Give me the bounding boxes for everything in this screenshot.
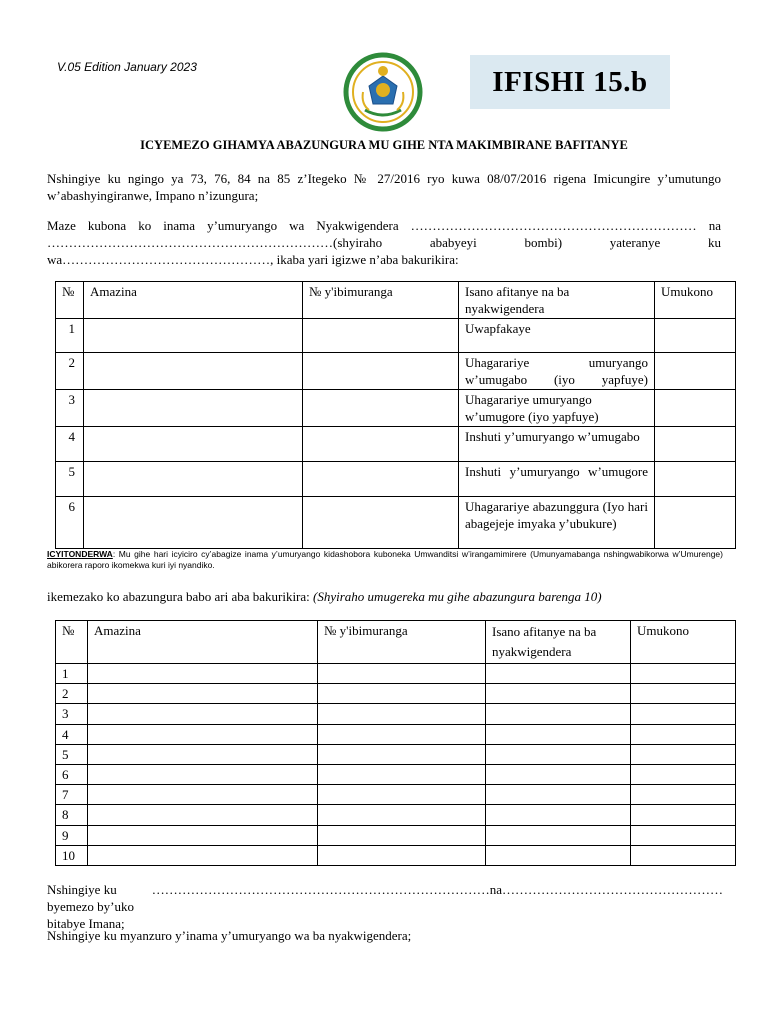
table-row xyxy=(56,353,736,390)
col-id-number: № y'ibimuranga xyxy=(318,621,486,664)
name-cell[interactable] xyxy=(88,704,318,724)
row-number: 1 xyxy=(56,664,88,684)
relation-cell: Uwapfakaye xyxy=(459,319,655,353)
row-number: 1 xyxy=(56,319,84,353)
signature-cell[interactable] xyxy=(631,664,736,684)
table-row xyxy=(56,427,736,462)
family-council-line-3: wa…………………………………………, ikaba yari igizwe n’aba bakurikira: xyxy=(47,252,459,267)
name-cell[interactable] xyxy=(88,724,318,744)
id-cell[interactable] xyxy=(303,319,459,353)
signature-cell[interactable] xyxy=(655,497,736,549)
form-id: IFISHI 15.b xyxy=(492,65,648,98)
relation-cell[interactable] xyxy=(486,825,631,845)
relation-cell: Uhagarariye umuryango w’umugore (iyo yapfuye) xyxy=(459,390,655,427)
row-number: 3 xyxy=(56,704,88,724)
national-seal-icon xyxy=(343,52,423,132)
death-confirmation-line-2: bitabye Imana; xyxy=(47,916,125,931)
document-title: ICYEMEZO GIHAMYA ABAZUNGURA MU GIHE NTA MAKIMBIRANE BAFITANYE xyxy=(140,138,628,152)
table-row xyxy=(56,764,736,784)
table-row xyxy=(56,704,736,724)
col-signature: Umukono xyxy=(655,282,736,319)
death-confirmation-b: …………………………………………………………………… xyxy=(151,882,490,897)
council-members-table xyxy=(55,281,736,549)
form-id-box xyxy=(470,55,670,109)
heirs-text: ikemezako ko abazungura babo ari aba bakurikira: xyxy=(47,589,314,604)
death-confirmation-paragraph xyxy=(47,881,723,932)
relation-cell[interactable] xyxy=(486,805,631,825)
name-cell[interactable] xyxy=(88,744,318,764)
name-cell[interactable] xyxy=(88,664,318,684)
table-header-row xyxy=(56,282,736,319)
name-cell[interactable] xyxy=(88,764,318,784)
table-row xyxy=(56,724,736,744)
relation-cell[interactable] xyxy=(486,845,631,865)
table-row xyxy=(56,319,736,353)
table-row xyxy=(56,497,736,549)
heirs-table xyxy=(55,620,736,866)
col-names: Amazina xyxy=(84,282,303,319)
relation-cell[interactable] xyxy=(486,744,631,764)
id-cell[interactable] xyxy=(318,684,486,704)
legal-basis-paragraph: Nshingiye ku ngingo ya 73, 76, 84 na 85 z’Itegeko № 27/2016 ryo kuwa 08/07/2016 rigena Imicungire y’umutungo w’abashyingiranwe, Impano n’izungura; xyxy=(47,171,721,203)
edition-label: V.05 Edition January 2023 xyxy=(57,60,197,74)
id-cell[interactable] xyxy=(318,785,486,805)
signature-cell[interactable] xyxy=(631,825,736,845)
signature-cell[interactable] xyxy=(631,764,736,784)
relation-cell[interactable] xyxy=(486,664,631,684)
table-row xyxy=(56,825,736,845)
table-row xyxy=(56,664,736,684)
row-number: 7 xyxy=(56,785,88,805)
name-cell[interactable] xyxy=(84,462,303,497)
signature-cell[interactable] xyxy=(655,390,736,427)
signature-cell[interactable] xyxy=(631,744,736,764)
row-number: 6 xyxy=(56,497,84,549)
relation-cell: Inshuti y’umuryango w’umugore xyxy=(459,462,655,497)
name-cell[interactable] xyxy=(84,390,303,427)
heirs-instruction: (Shyiraho umugereka mu gihe abazungura barenga 10) xyxy=(313,589,602,604)
id-cell[interactable] xyxy=(303,390,459,427)
relation-cell[interactable] xyxy=(486,764,631,784)
signature-cell[interactable] xyxy=(631,805,736,825)
id-cell[interactable] xyxy=(318,845,486,865)
col-number: № xyxy=(56,621,88,664)
name-cell[interactable] xyxy=(88,825,318,845)
name-cell[interactable] xyxy=(88,785,318,805)
id-cell[interactable] xyxy=(318,704,486,724)
id-cell[interactable] xyxy=(303,353,459,390)
name-cell[interactable] xyxy=(84,353,303,390)
name-cell[interactable] xyxy=(84,319,303,353)
row-number: 10 xyxy=(56,845,88,865)
id-cell[interactable] xyxy=(303,497,459,549)
table-row xyxy=(56,785,736,805)
signature-cell[interactable] xyxy=(631,684,736,704)
note-text: : Mu gihe hari icyiciro cy’abagize inama y’umuryango kidashobora kuboneka Umwanditsi w’irangamimirere (Umunyamabanga nshingwabikorwa w’Umurenge) abikorera raporo ikomekwa kuri iyi nyandiko. xyxy=(47,549,723,570)
row-number: 2 xyxy=(56,684,88,704)
id-cell[interactable] xyxy=(318,744,486,764)
family-council-paragraph xyxy=(47,217,721,268)
table-row xyxy=(56,684,736,704)
table-row xyxy=(56,390,736,427)
col-signature: Umukono xyxy=(631,621,736,664)
id-cell[interactable] xyxy=(318,764,486,784)
signature-cell[interactable] xyxy=(631,845,736,865)
table-header-row xyxy=(56,621,736,664)
relation-cell[interactable] xyxy=(486,724,631,744)
note-paragraph xyxy=(47,549,723,571)
row-number: 5 xyxy=(56,462,84,497)
relation-cell[interactable] xyxy=(486,785,631,805)
id-cell[interactable] xyxy=(303,462,459,497)
col-relation: Isano afitanye na ba nyakwigendera xyxy=(459,282,655,319)
relation-cell: Uhagarariye abazunggura (Iyo hari abagejeje imyaka y’ubukure) xyxy=(459,497,655,549)
row-number: 6 xyxy=(56,764,88,784)
name-cell[interactable] xyxy=(88,805,318,825)
family-council-line-1: Maze kubona ko inama y’umuryango wa Nyakwigendera ………………………………………………………… na xyxy=(47,218,721,233)
name-cell[interactable] xyxy=(84,427,303,462)
id-cell[interactable] xyxy=(318,724,486,744)
row-number: 4 xyxy=(56,724,88,744)
col-number: № xyxy=(56,282,84,319)
name-cell[interactable] xyxy=(84,497,303,549)
table-row xyxy=(56,845,736,865)
row-number: 4 xyxy=(56,427,84,462)
signature-cell[interactable] xyxy=(631,704,736,724)
death-confirmation-a: Nshingiye ku byemezo by’uko xyxy=(47,882,135,914)
id-cell[interactable] xyxy=(303,427,459,462)
relation-cell[interactable] xyxy=(486,684,631,704)
id-cell[interactable] xyxy=(318,825,486,845)
row-number: 8 xyxy=(56,805,88,825)
row-number: 5 xyxy=(56,744,88,764)
row-number: 2 xyxy=(56,353,84,390)
row-number: 9 xyxy=(56,825,88,845)
signature-cell[interactable] xyxy=(631,724,736,744)
relation-cell: Uhagarariye umuryango w’umugabo (iyo yapfuye) xyxy=(459,353,655,390)
council-resolution-paragraph: Nshingiye ku myanzuro y’inama y’umuryango wa ba nyakwigendera; xyxy=(47,928,412,943)
id-cell[interactable] xyxy=(318,805,486,825)
table-row xyxy=(56,805,736,825)
col-names: Amazina xyxy=(88,621,318,664)
table-row xyxy=(56,744,736,764)
signature-cell[interactable] xyxy=(631,785,736,805)
heirs-paragraph xyxy=(47,589,602,605)
col-relation: Isano afitanye na ba nyakwigendera xyxy=(486,621,631,664)
signature-cell[interactable] xyxy=(655,462,736,497)
death-confirmation-c: na…………………………………………… xyxy=(489,882,723,897)
signature-cell[interactable] xyxy=(655,427,736,462)
col-id-number: № y'ibimuranga xyxy=(303,282,459,319)
relation-cell[interactable] xyxy=(486,704,631,724)
id-cell[interactable] xyxy=(318,664,486,684)
signature-cell[interactable] xyxy=(655,353,736,390)
name-cell[interactable] xyxy=(88,845,318,865)
table-row xyxy=(56,462,736,497)
row-number: 3 xyxy=(56,390,84,427)
note-label: ICYITONDERWA xyxy=(47,549,113,559)
relation-cell: Inshuti y’umuryango w’umugabo xyxy=(459,427,655,462)
signature-cell[interactable] xyxy=(655,319,736,353)
family-council-line-2: …………………………………………………………(shyiraho ababyeyi bombi) yateranye ku xyxy=(47,235,721,250)
name-cell[interactable] xyxy=(88,684,318,704)
